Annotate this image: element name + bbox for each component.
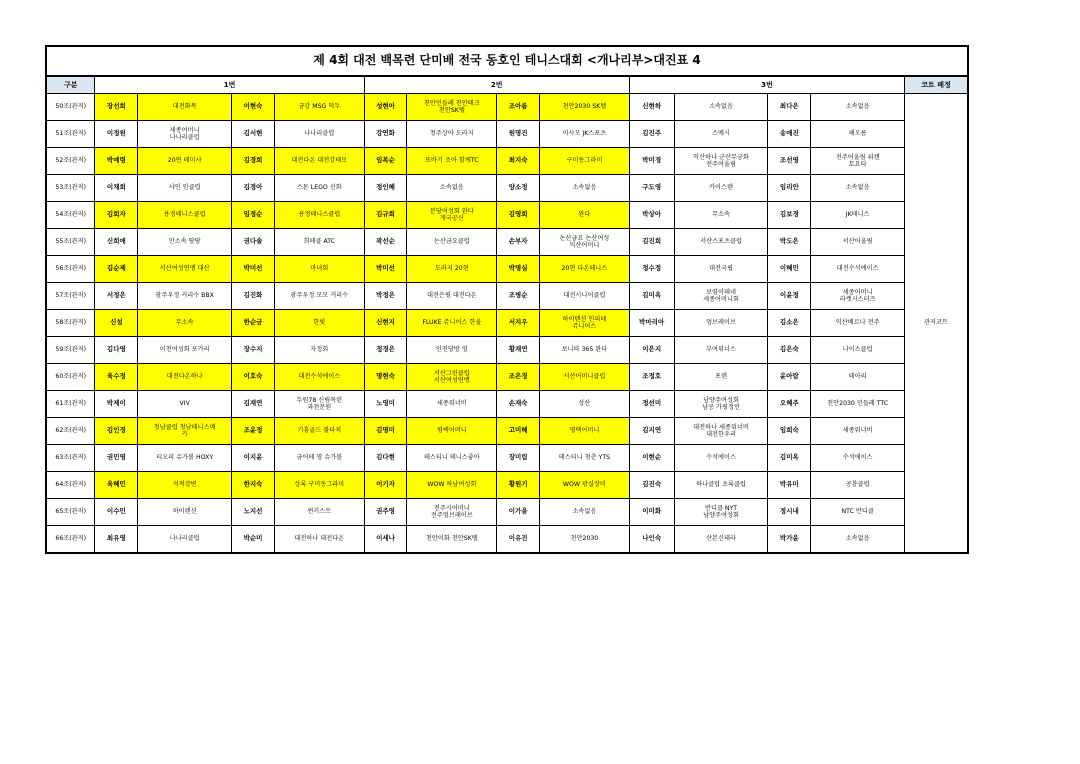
team2-club-b: 구미동그라미 (540, 148, 630, 175)
team2-player-b: 김영희 (497, 202, 540, 229)
table-row (46, 391, 968, 418)
team2-player-b: 박명실 (497, 256, 540, 283)
team3-club-b: 전주어울림 위캔 토요타 (811, 148, 905, 175)
team3-player-a: 박미경 (629, 148, 674, 175)
team1-player-a: 육혜민 (95, 472, 138, 499)
team3-club-b: 세종어머니 라켓시스터즈 (811, 283, 905, 310)
team2-player-a: 박정은 (364, 283, 407, 310)
team3-player-b: 임리안 (768, 175, 811, 202)
team2-player-b: 황재연 (497, 337, 540, 364)
team2-player-b: 황원기 (497, 472, 540, 499)
team3-club-b: 나이스클럽 (811, 337, 905, 364)
group-cell: 50조(관저) (46, 94, 95, 121)
team2-player-a: 김다현 (364, 445, 407, 472)
table-row (46, 121, 968, 148)
header-row (46, 76, 968, 94)
group-cell: 59조(관저) (46, 337, 95, 364)
team1-player-b: 김진화 (232, 283, 275, 310)
team2-club-b: 소속없음 (540, 175, 630, 202)
team1-player-b: 이현숙 (232, 94, 275, 121)
team3-club-a: 부여워너스 (674, 337, 768, 364)
table-row (46, 526, 968, 554)
team3-player-a: 이미화 (629, 499, 674, 526)
team3-player-b: 김보경 (768, 202, 811, 229)
team1-club-b: 상록 구미동그라미 (274, 472, 364, 499)
team3-club-a: 남양주여성회 남공 가평정인 (674, 391, 768, 418)
team2-player-b: 최지숙 (497, 148, 540, 175)
team3-player-b: 조선영 (768, 148, 811, 175)
team2-club-b: 하이텐션 인피테 쥬니어스 (540, 310, 630, 337)
team2-player-a: 이세나 (364, 526, 407, 554)
team2-player-b: 고미혜 (497, 418, 540, 445)
team3-player-b: 송예진 (768, 121, 811, 148)
header-slot-2: 2번 (364, 76, 629, 94)
team3-player-a: 조정호 (629, 364, 674, 391)
group-cell: 63조(관저) (46, 445, 95, 472)
team1-club-b: 용정테니스클럽 (274, 202, 364, 229)
header-slot-3: 3번 (629, 76, 904, 94)
team3-club-b: 해오름 (811, 121, 905, 148)
team3-player-b: 박도은 (768, 229, 811, 256)
team3-player-a: 박상아 (629, 202, 674, 229)
team1-player-a: 이수민 (95, 499, 138, 526)
team2-club-a: 테스티니 테니스좋아 (407, 445, 497, 472)
team3-player-b: 김미옥 (768, 445, 811, 472)
table-row (46, 256, 968, 283)
team3-player-b: 윤아람 (768, 364, 811, 391)
team3-club-a: 엄브레이브 (674, 310, 768, 337)
team2-club-b: 테스티니 청춘 YTS (540, 445, 630, 472)
team1-club-a: 청남클럽 청남테니스메 카 (138, 418, 232, 445)
table-row (46, 472, 968, 499)
team2-club-a: 전주시어머니 전주엄브레이브 (407, 499, 497, 526)
team1-player-a: 이정원 (95, 121, 138, 148)
team1-club-a: 석적강변 (138, 472, 232, 499)
team2-club-a: 서산그린클럽 서산여성연맹 (407, 364, 497, 391)
team1-club-b: 광주우정 모모 커리수 (274, 283, 364, 310)
team3-player-b: 이윤정 (768, 283, 811, 310)
team3-club-b: 대전수석에이스 (811, 256, 905, 283)
team3-player-a: 김진주 (629, 121, 674, 148)
team1-club-a: 하이텐션 (138, 499, 232, 526)
header-group: 구분 (46, 76, 95, 94)
team3-club-b: 익산베르나 전주 (811, 310, 905, 337)
group-cell: 65조(관저) (46, 499, 95, 526)
team3-club-b: 소속없음 (811, 526, 905, 554)
team1-club-b: 자정회 (274, 337, 364, 364)
team1-player-a: 최유영 (95, 526, 138, 554)
table-row (46, 94, 968, 121)
team2-club-a: 천안민들레 천안테크 천안SK텔 (407, 94, 497, 121)
team1-player-a: 이채희 (95, 175, 138, 202)
team1-club-b: 마녀회 (274, 256, 364, 283)
team1-club-a: 세종어머니 나나리클럽 (138, 121, 232, 148)
team1-player-b: 이호숙 (232, 364, 275, 391)
team3-club-b: JK테니스 (811, 202, 905, 229)
team1-player-b: 김서현 (232, 121, 275, 148)
bracket-table (45, 45, 969, 554)
team2-player-b: 조아름 (497, 94, 540, 121)
team2-club-b: WOW 광실장미 (540, 472, 630, 499)
team1-club-a: 서산여성연맹 대산 (138, 256, 232, 283)
team3-club-a: 대전하나 세종워너비 대전한우리 (674, 418, 768, 445)
team3-club-a: 대전국립 (674, 256, 768, 283)
team2-player-b: 이가을 (497, 499, 540, 526)
team3-player-a: 김미옥 (629, 283, 674, 310)
team1-club-b: 금어테 영 슈가볼 (274, 445, 364, 472)
team3-club-b: 소속없음 (811, 175, 905, 202)
team2-player-a: 권주영 (364, 499, 407, 526)
team1-club-a: 이천여성회 포카리 (138, 337, 232, 364)
team1-player-a: 김희자 (95, 202, 138, 229)
table-row (46, 148, 968, 175)
team1-player-b: 김경아 (232, 175, 275, 202)
group-cell: 64조(관저) (46, 472, 95, 499)
table-row (46, 445, 968, 472)
team2-player-b: 원명진 (497, 121, 540, 148)
group-cell: 56조(관저) (46, 256, 95, 283)
team1-club-b: 대전수석에이스 (274, 364, 364, 391)
team1-player-b: 장수지 (232, 337, 275, 364)
team2-club-b: 평택어머니 (540, 418, 630, 445)
team2-player-a: 박미선 (364, 256, 407, 283)
team2-player-b: 이유진 (497, 526, 540, 554)
table-row (46, 499, 968, 526)
team1-club-a: 티오피 슈가볼 HOXY (138, 445, 232, 472)
team3-player-a: 박마리아 (629, 310, 674, 337)
team1-player-b: 박미선 (232, 256, 275, 283)
table-row (46, 418, 968, 445)
team3-club-a: 하나클럽 초록클럽 (674, 472, 768, 499)
team3-player-b: 박가윤 (768, 526, 811, 554)
team2-club-b: 소속없음 (540, 499, 630, 526)
team3-club-a: 반디클 NYT 남양주여성회 (674, 499, 768, 526)
team3-player-b: 박유미 (768, 472, 811, 499)
team2-player-b: 손재숙 (497, 391, 540, 418)
team3-club-a: 보령이테네 세종어머니회 (674, 283, 768, 310)
team3-player-b: 이혜민 (768, 256, 811, 283)
court-assignment-cell: 관저코트 (905, 94, 968, 554)
team1-club-a: 광주우정 커리수 BBX (138, 283, 232, 310)
team1-club-a: 대전다온하나 (138, 364, 232, 391)
team2-player-b: 장미림 (497, 445, 540, 472)
team1-player-a: 육수정 (95, 364, 138, 391)
team3-player-b: 임희숙 (768, 418, 811, 445)
group-cell: 60조(관저) (46, 364, 95, 391)
group-cell: 62조(관저) (46, 418, 95, 445)
team3-club-a: 익산하나 군산무궁화 전주어울림 (674, 148, 768, 175)
team2-club-a: 인천당방 영 (407, 337, 497, 364)
team3-club-b: 테아리 (811, 364, 905, 391)
team1-club-a: VIV (138, 391, 232, 418)
group-cell: 52조(관저) (46, 148, 95, 175)
table-row (46, 283, 968, 310)
team1-player-b: 임정순 (232, 202, 275, 229)
team2-player-b: 서지우 (497, 310, 540, 337)
team2-club-b: 상산 (540, 391, 630, 418)
team2-club-a: 소속없음 (407, 175, 497, 202)
team1-player-b: 김재연 (232, 391, 275, 418)
team3-player-a: 나인숙 (629, 526, 674, 554)
team3-club-a: 카이스텐 (674, 175, 768, 202)
team2-club-a: 청주상아 도라지 (407, 121, 497, 148)
team2-player-b: 손부자 (497, 229, 540, 256)
team2-club-b: 서산어머니클럽 (540, 364, 630, 391)
group-cell: 54조(관저) (46, 202, 95, 229)
team1-player-b: 조윤정 (232, 418, 275, 445)
team3-club-b: 천안2030 민들레 TTC (811, 391, 905, 418)
team2-club-b: 천안2030 (540, 526, 630, 554)
team3-club-a: 산본신테라 (674, 526, 768, 554)
team3-player-b: 정시내 (768, 499, 811, 526)
team3-player-b: 최다은 (768, 94, 811, 121)
team2-club-b: 보니따 365 완다 (540, 337, 630, 364)
team3-player-a: 김지연 (629, 418, 674, 445)
team3-player-a: 이현순 (629, 445, 674, 472)
team3-club-b: 서산어울림 (811, 229, 905, 256)
team2-club-b: 천안2030 SK텔 (540, 94, 630, 121)
team3-club-b: 수석에이스 (811, 445, 905, 472)
team2-player-a: 곽선순 (364, 229, 407, 256)
team1-club-b: 스톤 LEGO 선화 (274, 175, 364, 202)
team3-club-a: 서산스포츠클럽 (674, 229, 768, 256)
team1-club-a: 만소속 땅땅 (138, 229, 232, 256)
team2-club-a: FLUKE 쥬니어스 한울 (407, 310, 497, 337)
team1-club-b: 두원78 신림목련 과천문원 (274, 391, 364, 418)
team1-club-b: 나나리클럽 (274, 121, 364, 148)
team2-club-a: 또바기 조아 함께TC (407, 148, 497, 175)
team2-club-b: 20현 다온테니스 (540, 256, 630, 283)
table-row (46, 310, 968, 337)
team2-player-a: 김규희 (364, 202, 407, 229)
group-cell: 66조(관저) (46, 526, 95, 554)
team1-player-a: 박제이 (95, 391, 138, 418)
team3-club-b: 소속없음 (811, 94, 905, 121)
team2-club-a: 세종워너비 (407, 391, 497, 418)
team3-player-a: 김진희 (629, 229, 674, 256)
team1-player-a: 박예령 (95, 148, 138, 175)
team3-club-a: 수석에이스 (674, 445, 768, 472)
group-cell: 55조(관저) (46, 229, 95, 256)
team1-player-a: 권민영 (95, 445, 138, 472)
team3-player-a: 정수정 (629, 256, 674, 283)
team2-player-b: 양소정 (497, 175, 540, 202)
team2-player-a: 정경은 (364, 337, 407, 364)
team1-player-a: 신희애 (95, 229, 138, 256)
team2-player-a: 이기자 (364, 472, 407, 499)
team2-player-b: 조병순 (497, 283, 540, 310)
team1-player-b: 박순미 (232, 526, 275, 554)
team1-player-b: 이지윤 (232, 445, 275, 472)
page-title: 제 4회 대전 백목련 단미배 전국 동호인 테니스대회 <개나리부>대진표 4 (46, 46, 968, 76)
team3-player-a: 신현하 (629, 94, 674, 121)
team2-player-b: 조은경 (497, 364, 540, 391)
table-row (46, 364, 968, 391)
team2-club-b: 대전시니어클럽 (540, 283, 630, 310)
table-row (46, 337, 968, 364)
team3-player-a: 구도영 (629, 175, 674, 202)
group-cell: 61조(관저) (46, 391, 95, 418)
team3-player-a: 김진숙 (629, 472, 674, 499)
team2-player-a: 김명미 (364, 418, 407, 445)
team1-club-a: 20연 테미사 (138, 148, 232, 175)
team3-club-b: NTC 반디클 (811, 499, 905, 526)
group-cell: 51조(관저) (46, 121, 95, 148)
team1-club-b: 희테클 ATC (274, 229, 364, 256)
team2-club-b: 이사모 JK스포츠 (540, 121, 630, 148)
team1-player-a: 서정은 (95, 283, 138, 310)
team2-club-a: 분당여성회 완다 개국공신 (407, 202, 497, 229)
group-cell: 58조(관저) (46, 310, 95, 337)
team3-player-a: 이은지 (629, 337, 674, 364)
team2-club-a: 도라지 20현 (407, 256, 497, 283)
team2-player-a: 성현아 (364, 94, 407, 121)
team1-club-b: 썬키스트 (274, 499, 364, 526)
team1-player-a: 김순제 (95, 256, 138, 283)
table-row (46, 229, 968, 256)
team2-club-a: WOW 하남여성회 (407, 472, 497, 499)
team1-club-a: 용정테니스클럽 (138, 202, 232, 229)
team2-player-a: 신현지 (364, 310, 407, 337)
group-cell: 53조(관저) (46, 175, 95, 202)
team3-club-b: 공룡클럽 (811, 472, 905, 499)
table-row (46, 175, 968, 202)
team3-player-a: 정선미 (629, 391, 674, 418)
team1-player-a: 장선희 (95, 94, 138, 121)
team1-club-b: 기흥골드 불타치 (274, 418, 364, 445)
team2-player-a: 명현숙 (364, 364, 407, 391)
team2-club-a: 대전은평 대전다온 (407, 283, 497, 310)
team1-player-a: 신설 (95, 310, 138, 337)
team1-club-b: 금강 MSG 덕두 (274, 94, 364, 121)
team1-player-a: 김인경 (95, 418, 138, 445)
team3-player-b: 오혜주 (768, 391, 811, 418)
team1-club-a: 나나리클럽 (138, 526, 232, 554)
team1-club-a: 무소속 (138, 310, 232, 337)
team1-club-a: 대전화목 (138, 94, 232, 121)
team2-club-a: 천안이화 천안SK텔 (407, 526, 497, 554)
team2-club-a: 평택어머니 (407, 418, 497, 445)
team3-club-b: 세종워너비 (811, 418, 905, 445)
team2-player-a: 노영미 (364, 391, 407, 418)
team3-player-b: 김소은 (768, 310, 811, 337)
team3-club-a: 포텐 (674, 364, 768, 391)
team3-club-a: 스메시 (674, 121, 768, 148)
team2-player-a: 강연화 (364, 121, 407, 148)
team1-player-b: 한순금 (232, 310, 275, 337)
team1-club-b: 한빛 (274, 310, 364, 337)
group-cell: 57조(관저) (46, 283, 95, 310)
team3-club-a: 무소속 (674, 202, 768, 229)
team1-club-b: 대전하나 대전다온 (274, 526, 364, 554)
team1-player-b: 한지숙 (232, 472, 275, 499)
team3-player-b: 김은숙 (768, 337, 811, 364)
team1-player-b: 김경희 (232, 148, 275, 175)
team3-club-a: 소속없음 (674, 94, 768, 121)
team1-club-a: 샤인 인클럽 (138, 175, 232, 202)
team1-player-b: 권다솔 (232, 229, 275, 256)
header-slot-1: 1번 (95, 76, 364, 94)
team1-club-b: 대전다온 대전강태모 (274, 148, 364, 175)
team2-club-b: 완다 (540, 202, 630, 229)
team2-player-a: 임복순 (364, 148, 407, 175)
table-row (46, 202, 968, 229)
team2-player-a: 정인혜 (364, 175, 407, 202)
team1-player-a: 김다영 (95, 337, 138, 364)
team1-player-b: 노지선 (232, 499, 275, 526)
header-court: 코트 배정 (905, 76, 968, 94)
team2-club-b: 논산금요 논산여성 익산어머니 (540, 229, 630, 256)
team2-club-a: 논산금요클럽 (407, 229, 497, 256)
